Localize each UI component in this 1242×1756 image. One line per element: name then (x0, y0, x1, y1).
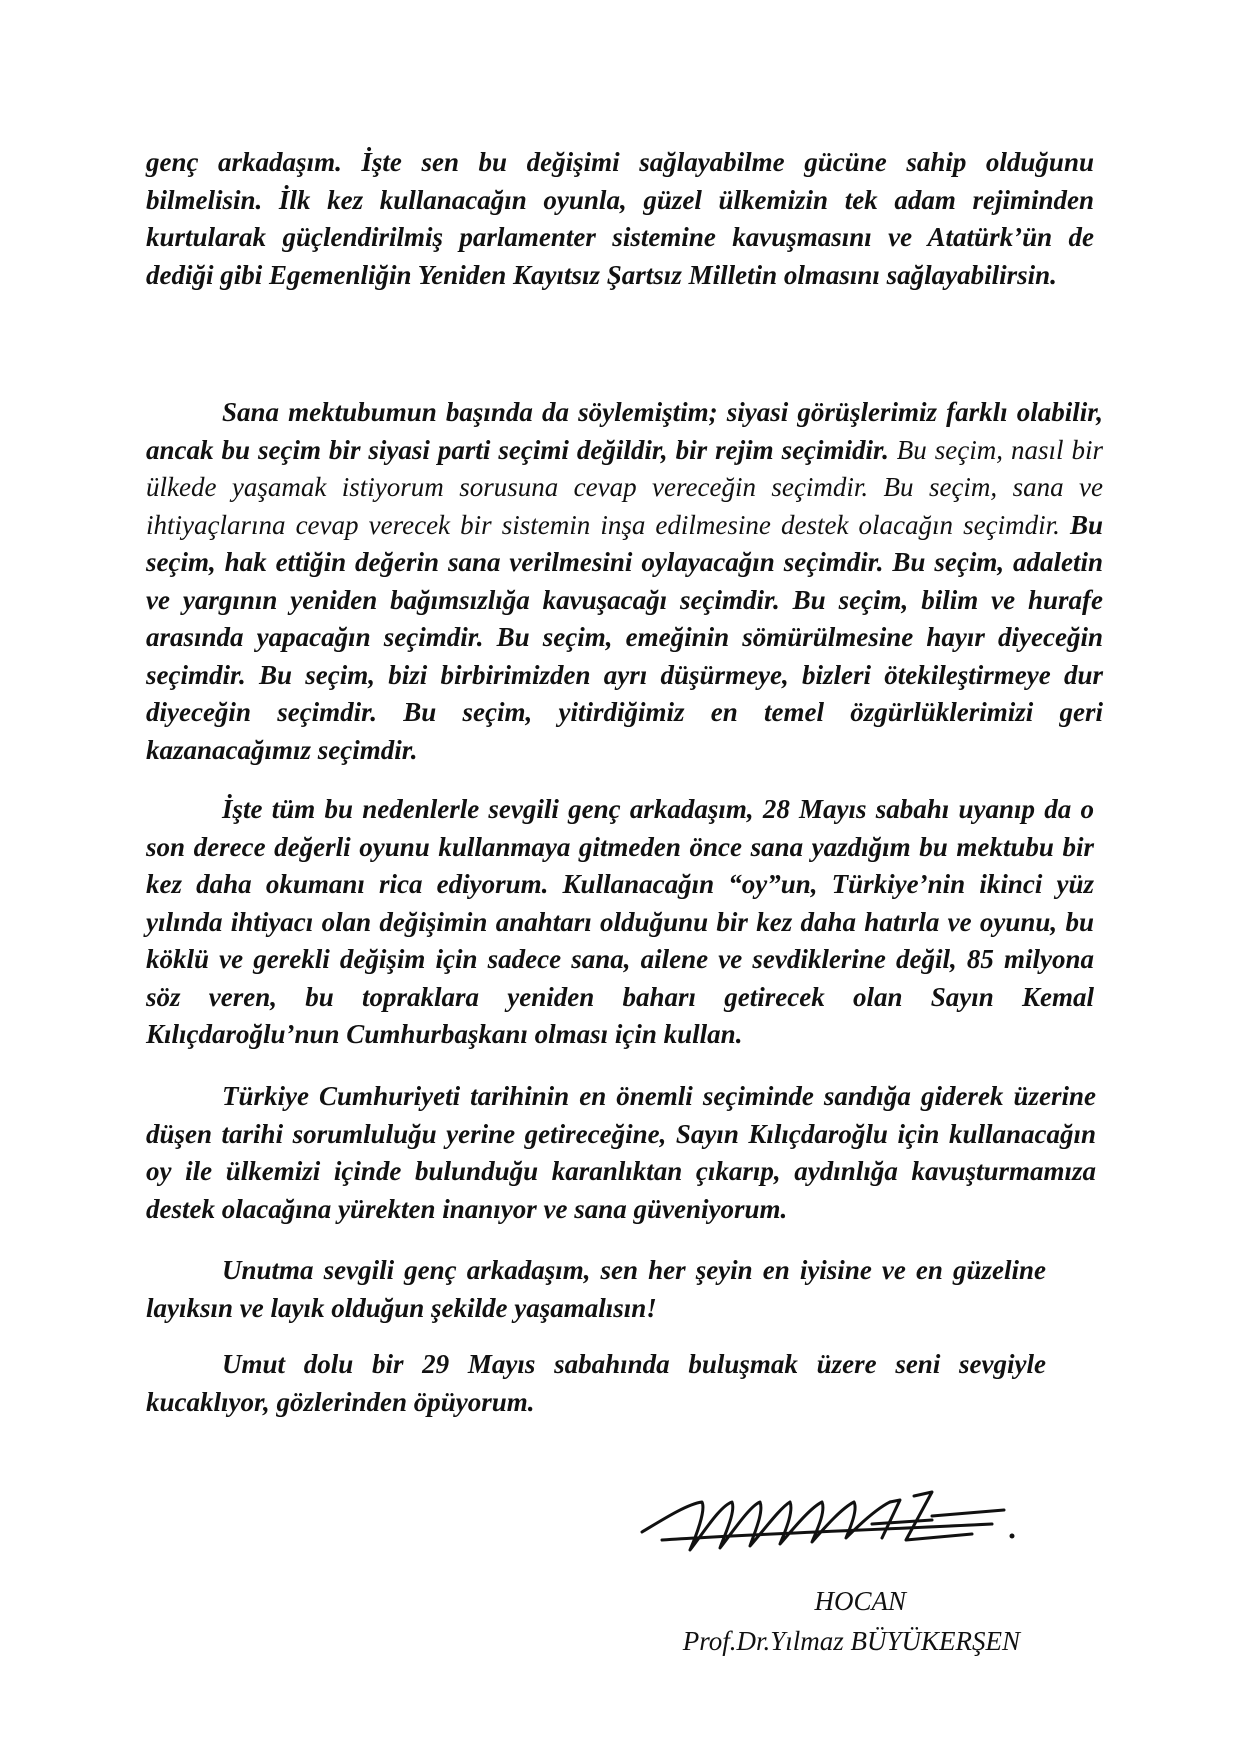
paragraph-6: Umut dolu bir 29 Mayıs sabahında buluşmak üzere seni sevgiyle kucaklıyor, gözlerinden öpüyorum. (146, 1349, 1046, 1417)
signature-title: HOCAN (814, 1586, 906, 1616)
paragraph-2-plain-middle: Bu seçim, nasıl bir ülkede yaşamak istiyorum sorusuna cevap vereceğin seçimdir. Bu seçim, sana ve ihtiyaçlarına cevap verecek bir sistemin inşa edilmesine destek olacağın seçimdir. (146, 434, 1103, 540)
paragraph-5: Unutma sevgili genç arkadaşım, sen her şeyin en iyisine ve en güzeline layıksın ve layık olduğun şekilde yaşamalısın! (146, 1255, 1046, 1323)
paragraph-2-bold-end: Bu seçim, hak ettiğin değerin sana verilmesini oylayacağın seçimdir. Bu seçim, adaletin ve yargının yeniden bağımsızlığa kavuşacağı seçimdir. Bu seçim, bilim ve hurafe arasında yapacağın seçimdir. Bu seçim, emeğinin sömürülmesine hayır diyeceğin seçimdir. Bu seçim, bizi birbirimizden ayrı düşürmeye, bizleri ötekileştirmeye dur diyeceğin seçimdir. Bu seçim, yitirdiğimiz en temel özgürlüklerimizi geri kazanacağımız seçimdir. (146, 509, 1103, 765)
paragraph-3: İşte tüm bu nedenlerle sevgili genç arkadaşım, 28 Mayıs sabahı uyanıp da o son derece değerli oyunu kullanmaya gitmeden önce sana yazdığım bu mektubu bir kez daha okumanı rica ediyorum. Kullanacağın “oy”un, Türkiye’nin ikinci yüz yılında ihtiyacı olan değişimin anahtarı olduğunu bir kez daha hatırla ve oyunu, bu köklü ve gerekli değişim için sadece sana, ailene ve sevdiklerine değil, 85 milyona söz veren, bu topraklara yeniden baharı getirecek olan Sayın Kemal Kılıçdaroğlu’nun Cumhurbaşkanı olması için kullan. (146, 794, 1094, 1049)
paragraph-2 (146, 394, 1103, 769)
handwritten-signature (632, 1480, 1022, 1562)
paragraph-1: genç arkadaşım. İşte sen bu değişimi sağlayabilme gücüne sahip olduğunu bilmelisin. İlk kez kullanacağın oyunla, güzel ülkemizin tek adam rejiminden kurtularak güçlendirilmiş parlamenter sistemine kavuşmasını ve Atatürk’ün de dediği gibi Egemenliğin Yeniden Kayıtsız Şartsız Milletin olmasını sağlayabilirsin. (146, 147, 1094, 290)
paragraph-4: Türkiye Cumhuriyeti tarihinin en önemli seçiminde sandığa giderek üzerine düşen tarihi sorumluluğu yerine getireceğine, Sayın Kılıçdaroğlu için kullanacağın oy ile ülkemizi içinde bulunduğu karanlıktan çıkarıp, aydınlığa kavuşturmamıza destek olacağına yürekten inanıyor ve sana güveniyorum. (146, 1081, 1096, 1224)
signature-name: Prof.Dr.Yılmaz BÜYÜKERŞEN (682, 1626, 1020, 1656)
paragraph-2-bold-start: Sana mektubumun başında da söylemiştim; siyasi görüşlerimiz farklı olabilir, ancak bu seçim bir siyasi parti seçimi değildir, bir rejim seçimidir. (146, 397, 1103, 465)
